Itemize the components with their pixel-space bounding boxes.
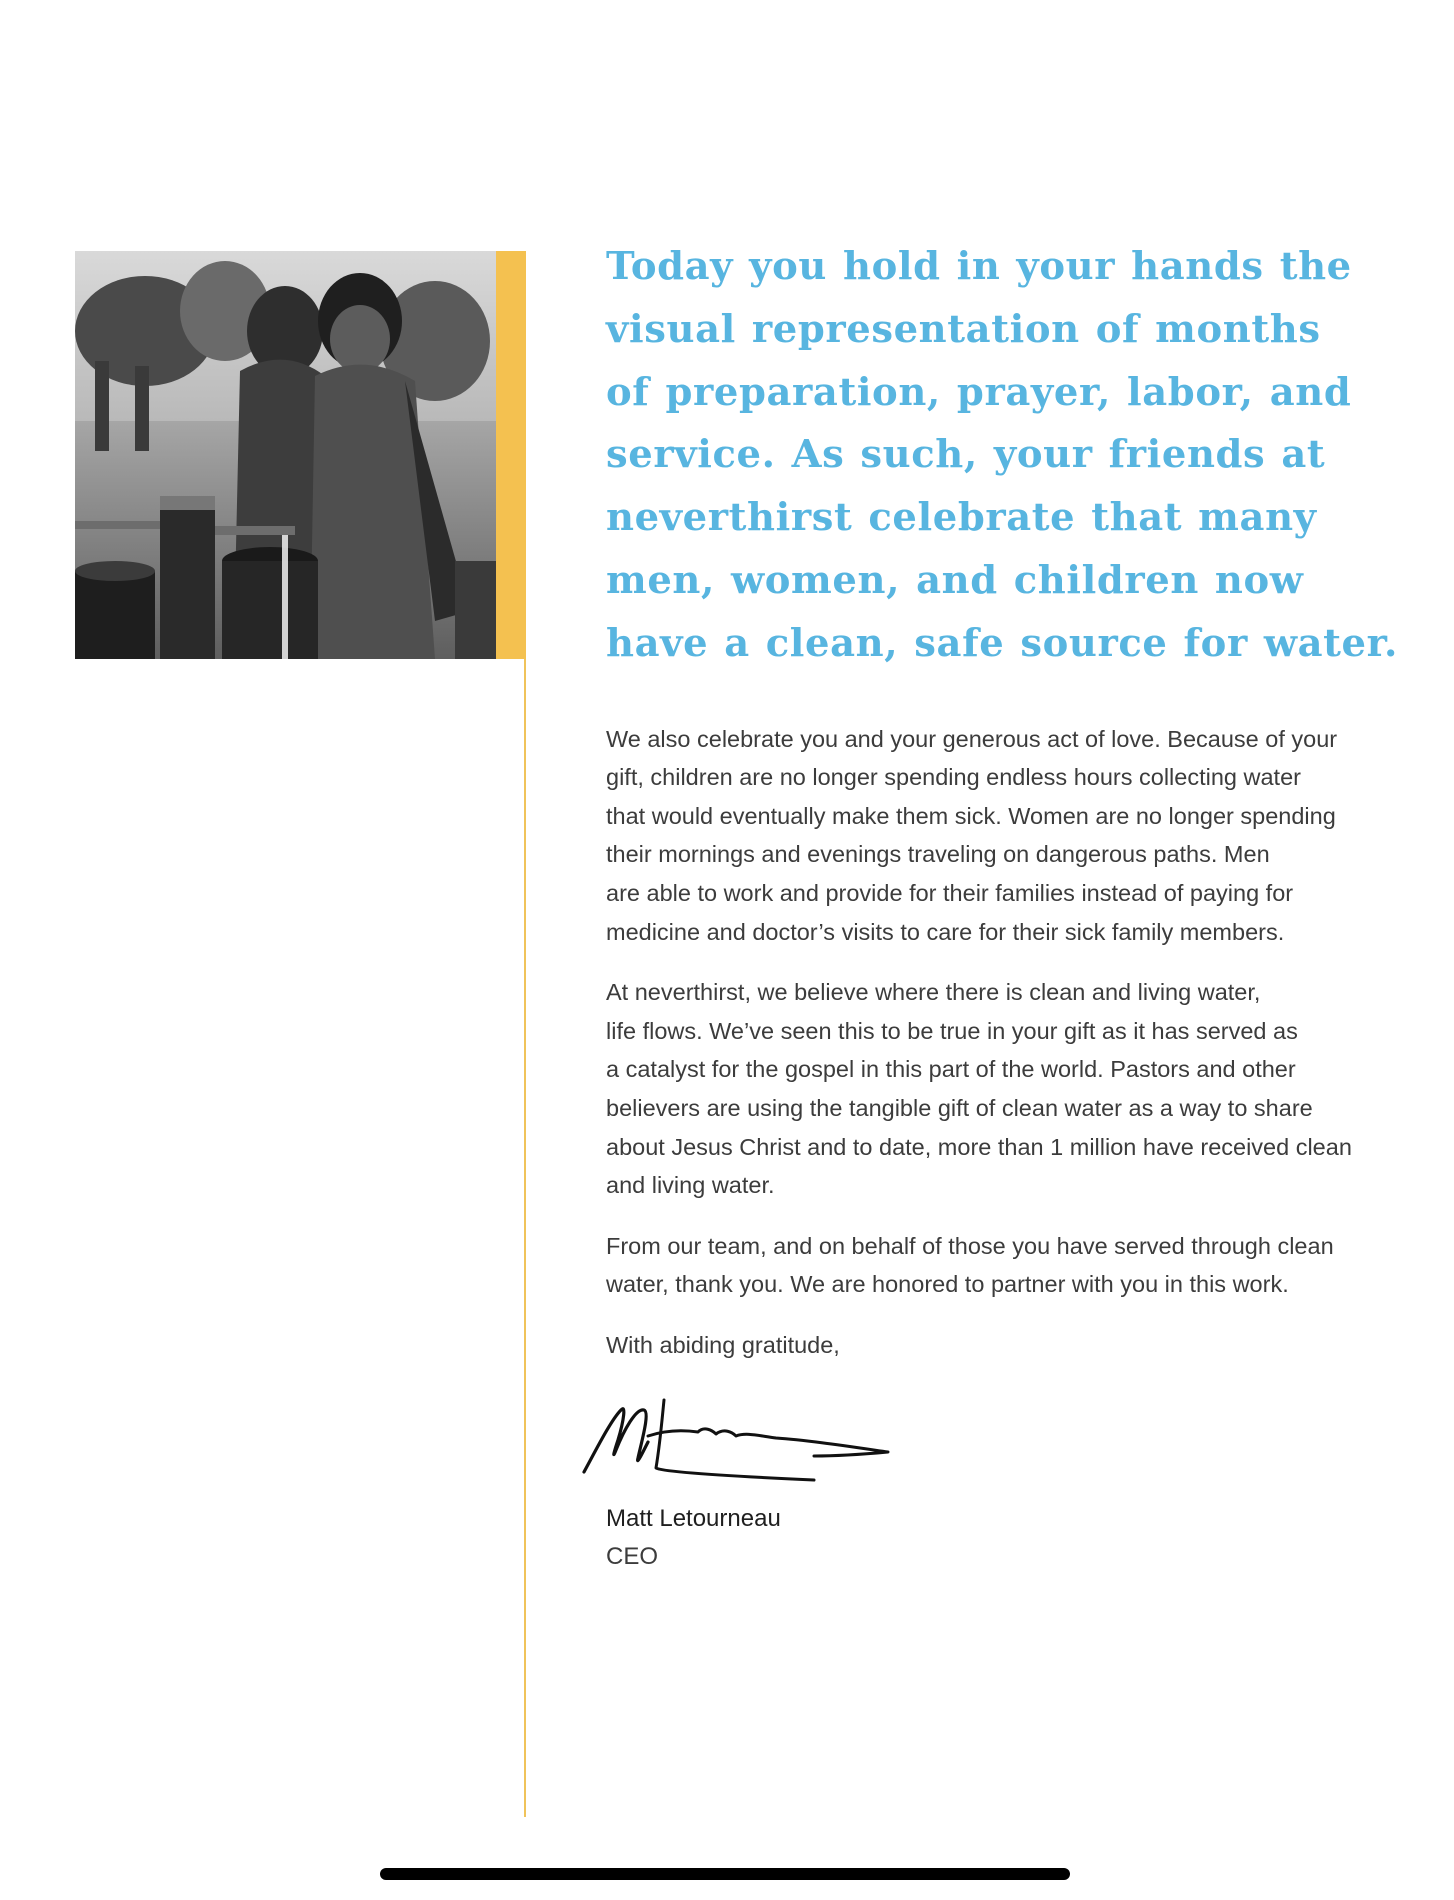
paragraph-thanks xyxy=(606,1227,1396,1304)
text-line: At neverthirst, we believe where there is clean and living water, xyxy=(606,979,1261,1006)
text-line: life flows. We’ve seen this to be true in your gift as it has served as xyxy=(606,1017,1298,1044)
headline-line: men, women, and children now xyxy=(606,557,1304,603)
letter-body xyxy=(606,720,1396,1364)
text-line: a catalyst for the gospel in this part of the world. Pastors and other xyxy=(606,1056,1296,1083)
text-line: From our team, and on behalf of those you have served through clean xyxy=(606,1232,1334,1259)
text-line: water, thank you. We are honored to partner with you in this work. xyxy=(606,1271,1289,1298)
signature-image xyxy=(566,1380,906,1490)
accent-bar xyxy=(496,251,526,659)
vertical-rule xyxy=(524,659,526,1817)
signature-stroke xyxy=(566,1380,906,1490)
photo-illustration xyxy=(75,251,496,659)
text-line: are able to work and provide for their families instead of paying for xyxy=(606,879,1294,906)
text-line: We also celebrate you and your generous act of love. Because of your xyxy=(606,725,1338,752)
text-line: believers are using the tangible gift of clean water as a way to share xyxy=(606,1094,1313,1121)
photo-girls-at-water-pump xyxy=(75,251,496,659)
text-line: and living water. xyxy=(606,1172,775,1199)
signer-role: CEO xyxy=(606,1543,659,1570)
home-indicator[interactable] xyxy=(380,1868,1070,1880)
headline-line: service. As such, your friends at xyxy=(606,432,1326,478)
signer-name: Matt Letourneau xyxy=(606,1505,781,1532)
headline-line: of preparation, prayer, labor, and xyxy=(606,369,1352,415)
headline xyxy=(606,236,1396,676)
paragraph-celebrate xyxy=(606,720,1396,952)
signer-block xyxy=(606,1500,781,1576)
text-line: medicine and doctor’s visits to care for their sick family members. xyxy=(606,918,1285,945)
closing-line: With abiding gratitude, xyxy=(606,1331,840,1358)
headline-line: Today you hold in your hands the xyxy=(606,244,1352,289)
headline-line: have a clean, safe source for water. xyxy=(606,620,1398,666)
text-line: about Jesus Christ and to date, more than 1 million have received clean xyxy=(606,1133,1352,1160)
letter-content xyxy=(606,236,1396,1386)
text-line: their mornings and evenings traveling on dangerous paths. Men xyxy=(606,841,1270,868)
headline-line: neverthirst celebrate that many xyxy=(606,495,1317,541)
headline-line: visual representation of months xyxy=(606,306,1321,352)
paragraph-belief xyxy=(606,973,1396,1205)
text-line: that would eventually make them sick. Women are no longer spending xyxy=(606,802,1336,829)
text-line: gift, children are no longer spending endless hours collecting water xyxy=(606,764,1301,791)
